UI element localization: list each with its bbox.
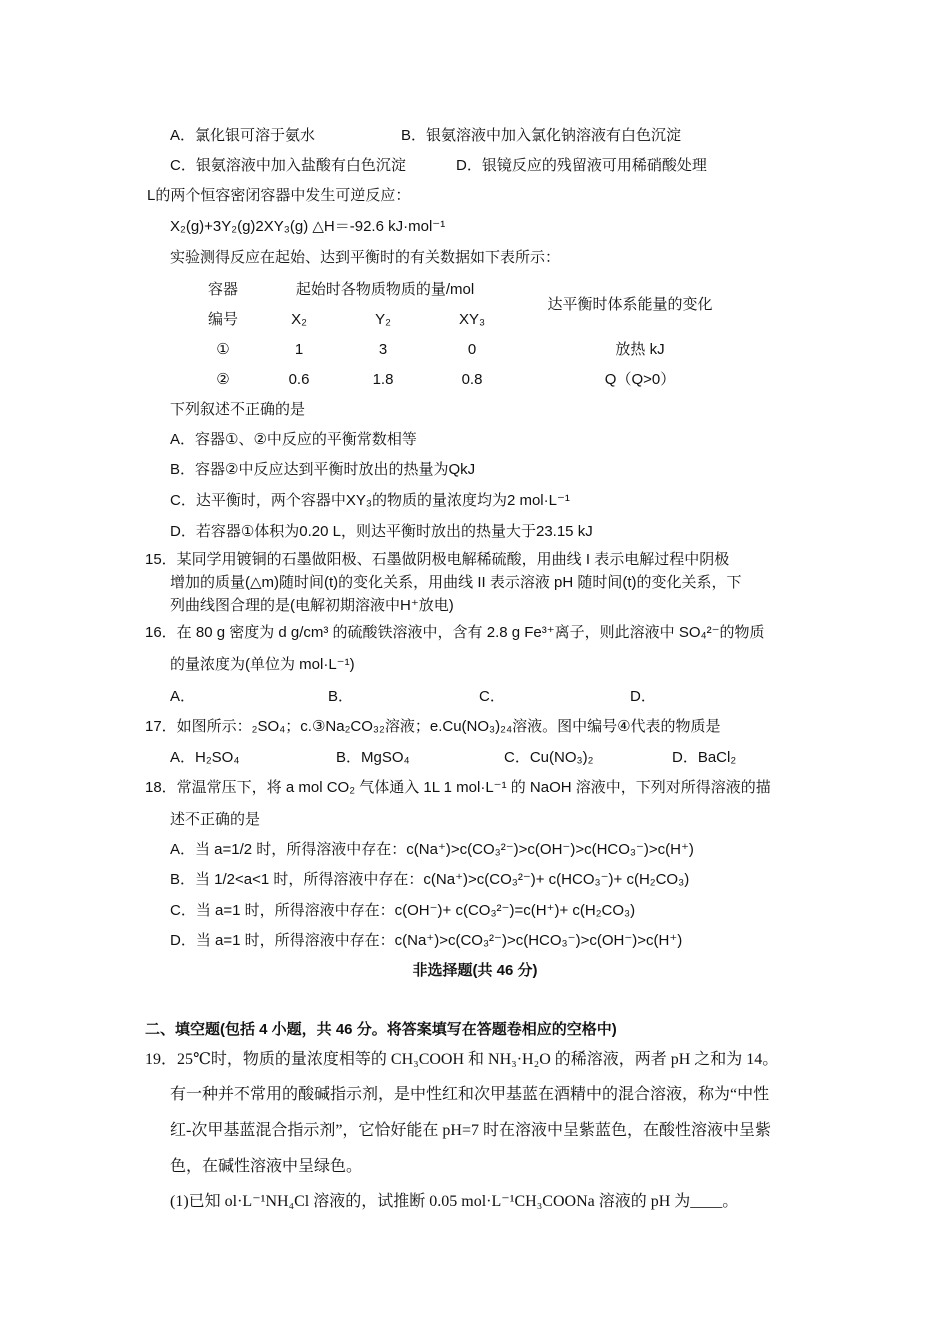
q13-option-c: C．银氨溶液中加入盐酸有白色沉淀 [170, 157, 406, 174]
table-header-energy-change: 达平衡时体系能量的变化 [547, 296, 713, 313]
table-row-1-x2: 1 [294, 341, 304, 358]
table-header-x2: X₂ [291, 311, 307, 328]
section-2-header: 二、填空题(包括 4 小题，共 46 分。将答案填写在答题卷相应的空格中) [145, 1021, 617, 1038]
table-header-initial-amount: 起始时各物质物质的量/mol [295, 281, 475, 298]
q18-line-1: 18．常温常压下，将 a mol CO₂ 气体通入 1L 1 mol·L⁻¹ 的 NaOH 溶液中，下列对所得溶液的描 [145, 779, 771, 796]
q16-option-d: D． [630, 688, 656, 705]
q19-line-5: (1)已知 ol·L⁻¹NH₄Cl 溶液的，试推断 0.05 mol·L⁻¹CH₃COONa 溶液的 pH 为____。 [170, 1193, 739, 1210]
q19-line-3: 红-次甲基蓝混合指示剂”，它恰好能在 pH=7 时在溶液中呈紫蓝色，在酸性溶液中呈紫 [170, 1122, 772, 1139]
q14-description: 实验测得反应在起始、达到平衡时的有关数据如下表所示： [170, 249, 561, 266]
q16-line-1: 16．在 80 g 密度为 d g/cm³ 的硫酸铁溶液中，含有 2.8 g Fe³⁺离子，则此溶液中 SO₄²⁻的物质 [145, 624, 765, 641]
q14-intro: L的两个恒容密闭容器中发生可逆反应： [147, 187, 411, 204]
q14-option-c: C．达平衡时，两个容器中XY₃的物质的量浓度均为2 mol·L⁻¹ [170, 492, 570, 509]
q16-option-c: C． [479, 688, 505, 705]
q14-option-b: B．容器②中反应达到平衡时放出的热量为QkJ [170, 461, 476, 478]
q16-line-2: 的量浓度为(单位为 mol·L⁻¹) [170, 656, 355, 673]
q13-option-b: B．银氨溶液中加入氯化钠溶液有白色沉淀 [401, 127, 682, 144]
table-row-2-x2: 0.6 [288, 371, 310, 388]
q14-question: 下列叙述不正确的是 [170, 401, 306, 418]
q19-line-4: 色，在碱性溶液中呈绿色。 [170, 1158, 363, 1175]
section-title: 非选择题(共 46 分) [412, 962, 538, 979]
table-row-1-id: ① [216, 341, 230, 358]
q14-option-a: A．容器①、②中反应的平衡常数相等 [170, 431, 417, 448]
table-header-xy3: XY₃ [458, 311, 486, 328]
q17-line-1: 17．如图所示：₂SO₄；c.③Na₂CO₃₂溶液；e.Cu(NO₃)₂₄溶液。图中编号④代表的物质是 [145, 718, 721, 735]
q15-line-1: 15．某同学用镀铜的石墨做阳极、石墨做阴极电解稀硫酸，用曲线 I 表示电解过程中阴极 [145, 551, 730, 568]
q13-option-a: A．氯化银可溶于氨水 [170, 127, 316, 144]
q19-line-2: 有一种并不常用的酸碱指示剂，是中性红和次甲基蓝在酒精中的混合溶液，称为“中性 [170, 1086, 770, 1103]
q16-option-a: A． [170, 688, 196, 705]
q18-option-c: C．当 a=1 时，所得溶液中存在：c(OH⁻)+ c(CO₃²⁻)=c(H⁺)+ c(H₂CO₃) [170, 902, 636, 919]
q16-option-b: B． [328, 688, 354, 705]
table-row-2-y2: 1.8 [372, 371, 394, 388]
table-header-y2: Y₂ [375, 311, 391, 328]
table-row-1-y2: 3 [378, 341, 388, 358]
q19-line-1: 19．25℃时，物质的量浓度相等的 CH₃COOH 和 NH₃·H₂O 的稀溶液，两者 pH 之和为 14。 [145, 1051, 779, 1068]
q14-equation: X₂(g)+3Y₂(g)2XY₃(g) △H＝-92.6 kJ·mol⁻¹ [170, 218, 446, 235]
q18-option-a: A．当 a=1/2 时，所得溶液中存在：c(Na⁺)>c(CO₃²⁻)>c(OH⁻)>c(HCO₃⁻)>c(H⁺) [170, 841, 694, 858]
q18-line-2: 述不正确的是 [170, 811, 261, 828]
q14-option-d: D．若容器①体积为0.20 L，则达平衡时放出的热量大于23.15 kJ [170, 523, 593, 540]
table-row-1-xy3: 0 [467, 341, 477, 358]
q17-option-c: C．Cu(NO₃)₂ [504, 749, 594, 766]
q13-option-d: D．银镜反应的残留液可用稀硝酸处理 [456, 157, 707, 174]
table-header-container: 容器 [207, 281, 238, 298]
q15-line-2: 增加的质量(△m)随时间(t)的变化关系，用曲线 II 表示溶液 pH 随时间(t)的变化关系，下 [170, 574, 742, 591]
q17-option-d: D．BaCl₂ [672, 749, 737, 766]
table-row-2-id: ② [216, 371, 230, 388]
q17-option-b: B．MgSO₄ [336, 749, 410, 766]
q17-option-a: A．H₂SO₄ [170, 749, 240, 766]
q18-option-d: D．当 a=1 时，所得溶液中存在：c(Na⁺)>c(CO₃²⁻)>c(HCO₃⁻)>c(OH⁻)>c(H⁺) [170, 932, 683, 949]
table-row-1-energy: 放热 kJ [615, 341, 665, 358]
table-row-2-energy: Q（Q>0） [604, 371, 676, 388]
table-row-2-xy3: 0.8 [461, 371, 483, 388]
q14-data-table [170, 276, 790, 396]
q15-line-3: 列曲线图合理的是(电解初期溶液中H⁺放电) [170, 597, 454, 614]
table-header-number: 编号 [207, 311, 238, 328]
q18-option-b: B．当 1/2<a<1 时，所得溶液中存在：c(Na⁺)>c(CO₃²⁻)+ c(HCO₃⁻)+ c(H₂CO₃) [170, 871, 690, 888]
